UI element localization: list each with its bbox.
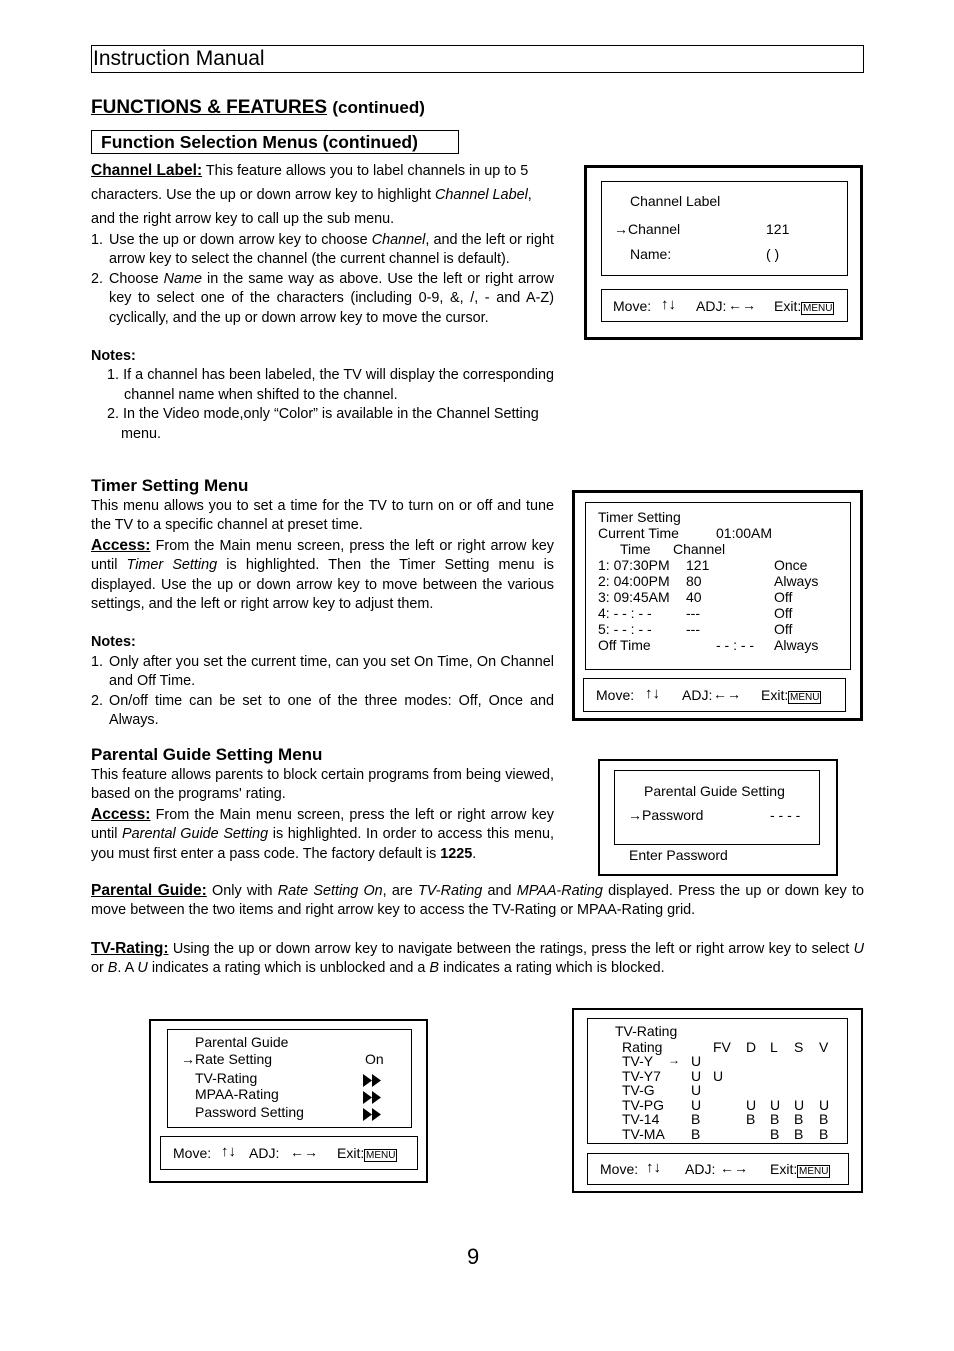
up-down-arrow-icon: ↑↓ (645, 685, 660, 702)
move-label: Move: (600, 1161, 639, 1177)
tv-rating-cell: B (819, 1111, 829, 1127)
adj-label: ADJ: (682, 687, 713, 703)
osd-current-value: 01:00AM (716, 525, 773, 541)
channel-label-intro-3: and the right arrow key to call up the sub menu. (91, 211, 395, 227)
manual-header (91, 45, 864, 73)
channel-label-section (91, 159, 554, 444)
osd-row-value: - - - - (770, 807, 801, 823)
tv-rating-cell: U (691, 1096, 702, 1113)
heading-main: FUNCTIONS & FEATURES (91, 97, 328, 118)
osd-timer-channel: --- (686, 621, 700, 637)
osd-parental-guide (149, 1019, 428, 1183)
channel-note-2 (91, 405, 554, 444)
move-label: Move: (613, 298, 652, 314)
menu-key-icon (788, 688, 821, 704)
tv-rating-row-label: TV-PG (622, 1096, 665, 1113)
osd-item-value: On (365, 1051, 384, 1067)
tv-rating-cell: U (691, 1082, 702, 1098)
osd-timer-mode: Once (774, 557, 808, 573)
timer-title: Timer Setting Menu (91, 476, 249, 495)
timer-intro: This menu allows you to set a time for the TV to turn on or off and tune the TV to a specific channel at preset time. (91, 498, 554, 534)
fast-forward-icon (363, 1108, 382, 1121)
heading-continued: (continued) (332, 98, 425, 117)
osd-channel-label (584, 165, 863, 340)
osd-item-label: Rate Setting (195, 1051, 273, 1067)
timer-access (91, 536, 554, 615)
osd-row-label: Channel (628, 221, 681, 237)
tv-rating-paragraph (91, 939, 864, 979)
list-number: 2. (91, 692, 104, 709)
tv-rating-row-label: TV-14 (622, 1111, 660, 1127)
menu-tag: MENU (799, 1165, 829, 1177)
osd-row-label: Password (642, 807, 704, 823)
tv-rating-cell: B (691, 1125, 701, 1142)
osd-channel-label-panel (601, 181, 848, 276)
tv-rating-cell: U (746, 1096, 757, 1113)
timer-note-2 (91, 692, 554, 731)
parental-title-wrap (91, 745, 322, 765)
osd-col-time: Time (620, 541, 651, 557)
tv-rating-cell: B (691, 1111, 701, 1127)
osd-tv-rating (572, 1008, 863, 1193)
tv-rating-cell: U (770, 1096, 781, 1113)
tv-rating-header: Rating (622, 1039, 663, 1055)
tv-rating-cell: B (819, 1125, 829, 1142)
move-label: Move: (173, 1145, 212, 1161)
osd-title: Parental Guide (195, 1034, 289, 1050)
text-span: Use the up or down arrow key to choose (109, 232, 372, 248)
text-italic: Channel (371, 232, 426, 248)
osd-timer-channel: --- (686, 605, 700, 621)
cursor-arrow-icon: → (614, 221, 628, 237)
tv-rating-row-label: TV-MA (622, 1125, 665, 1142)
up-down-arrow-icon: ↑↓ (221, 1143, 236, 1160)
notes-title: Notes: (91, 634, 136, 651)
osd-footer: Enter Password (629, 847, 728, 863)
osd-timer-mode: Off (774, 621, 793, 637)
osd-nav-bar (587, 1153, 849, 1185)
text-italic: B (107, 960, 118, 977)
parental-access (91, 805, 554, 864)
osd-tv-rating-panel (587, 1018, 848, 1144)
osd-off-label: Off Time (598, 637, 651, 653)
channel-label-term: Channel Label (91, 162, 197, 179)
text-span: , (527, 187, 532, 203)
guide-term: Parental Guide: (91, 882, 207, 899)
osd-title: Channel Label (630, 193, 721, 209)
osd-col-channel: Channel (673, 541, 726, 557)
tv-rating-row-label: TV-Y (622, 1053, 654, 1069)
cursor-arrow-icon: → (628, 807, 642, 823)
text-span: is highlighted. In order to access this menu, you must first enter a pass code. The factory default is (91, 826, 554, 862)
osd-off-mode: Always (774, 637, 819, 653)
page-number: 9 (467, 1244, 480, 1269)
tv-rating-cell: B (794, 1111, 804, 1127)
osd-timer-mode: Off (774, 605, 793, 621)
channel-label-step-2 (91, 270, 554, 328)
text-italic: TV-Rating (417, 883, 483, 899)
osd-timer-time: 3: 09:45AM (598, 589, 670, 605)
osd-timer-mode: Always (774, 573, 819, 589)
text-span: is highlighted. Then the Timer Setting menu is displayed. Use the up or down arrow key to move between the various settings, and the left or right arrow key to adjust them. (91, 557, 554, 613)
fast-forward-icon (363, 1091, 382, 1104)
text-span: , are (382, 883, 418, 899)
osd-current-label: Current Time (598, 525, 679, 541)
menu-tag: MENU (790, 691, 820, 703)
note-text: On/off time can be set to one of the three modes: Off, Once and Always. (109, 692, 554, 729)
tv-rating-header: V (819, 1039, 829, 1055)
menu-key-icon (364, 1146, 397, 1162)
osd-off-value: - - : - - (716, 637, 755, 653)
osd-password (598, 759, 838, 876)
text-italic: Timer Setting (126, 557, 218, 574)
left-right-arrow-icon: ←→ (720, 1160, 748, 1176)
text-span: . (472, 845, 477, 862)
text-span: displayed. Press the up or down key to move between the two items and right arrow key to access the TV-Rating or MPAA-Rating grid. (91, 883, 864, 919)
osd-nav-bar (160, 1136, 418, 1170)
tv-rating-cell: U (691, 1053, 702, 1069)
section-heading (91, 97, 425, 119)
text-span: . A (117, 960, 138, 977)
adj-label: ADJ: (685, 1161, 716, 1177)
note-text: 2. In the Video mode,only “Color” is available in the Channel Setting menu. (107, 406, 539, 442)
osd-parental-panel (167, 1029, 412, 1128)
tv-rating-header: FV (713, 1039, 731, 1055)
access-term: Access: (91, 805, 151, 823)
text-span: or (91, 960, 108, 977)
osd-timer-channel: 40 (686, 589, 702, 605)
text-italic: B (429, 960, 440, 977)
text-span: Using the up or down arrow key to navigate between the ratings, press the left or right arrow key to select (168, 941, 854, 957)
list-number: 1. (91, 232, 104, 248)
osd-timer-time: 1: 07:30PM (598, 557, 670, 573)
exit-label: Exit: (337, 1145, 365, 1161)
menu-key-icon (797, 1162, 830, 1178)
menu-tag: MENU (803, 302, 833, 314)
fast-forward-icon (363, 1074, 382, 1087)
osd-nav-bar (583, 678, 846, 712)
text-span: , and the left or right arrow key to select the channel (the current channel is default). (109, 232, 554, 268)
move-label: Move: (596, 687, 635, 703)
manual-title: Instruction Manual (93, 47, 265, 70)
text-italic: Rate Setting On (277, 883, 383, 899)
tv-rating-row-label: TV-Y7 (622, 1067, 661, 1084)
channel-label-intro-1: Channel Label: This feature allows you to label channels in up to 5 (91, 162, 529, 179)
osd-timer-channel: 121 (686, 557, 710, 573)
osd-row-value: ( ) (766, 246, 780, 262)
parental-section (91, 766, 554, 864)
text-span: and (482, 883, 517, 899)
note-text: Only after you set the current time, can you set On Time, On Channel and Off Time. (109, 653, 554, 690)
menu-key-icon (801, 299, 834, 315)
osd-nav-bar (601, 289, 848, 322)
tv-rating-cell: B (770, 1111, 780, 1127)
osd-title: Parental Guide Setting (644, 783, 785, 799)
menu-tag: MENU (366, 1149, 396, 1161)
channel-note-1 (91, 366, 554, 405)
osd-row-label: Name: (630, 246, 672, 262)
text-italic: Name (163, 270, 202, 287)
osd-password-panel (614, 770, 820, 845)
tv-rating-row-label: TV-G (622, 1082, 655, 1098)
note-text: 1. If a channel has been labeled, the TV will display the corresponding channel name when shifted to the channel. (107, 367, 554, 403)
osd-timer-setting (572, 490, 863, 721)
list-number: 1. (91, 653, 104, 670)
text-italic: U (853, 941, 864, 957)
notes-title: Notes: (91, 348, 136, 365)
cursor-arrow-icon: → (668, 1053, 680, 1067)
up-down-arrow-icon: ↑↓ (646, 1159, 661, 1176)
text-span: From the Main menu screen, press the left or right arrow key until (91, 806, 554, 843)
channel-label-intro-2 (91, 183, 554, 207)
timer-section (91, 497, 554, 730)
osd-timer-channel: 80 (686, 573, 702, 589)
channel-label-intro-text: This feature allows you to label channels in up to 5 (205, 163, 529, 179)
tv-rating-cell: U (691, 1067, 702, 1084)
osd-timer-time: 2: 04:00PM (598, 573, 670, 589)
osd-timer-mode: Off (774, 589, 793, 605)
tv-rating-cell: B (770, 1125, 780, 1142)
default-code: 1225 (440, 845, 473, 862)
tv-rating-header: D (746, 1039, 757, 1055)
up-down-arrow-icon: ↑↓ (661, 296, 676, 313)
text-span: characters. Use the up or down arrow key to highlight (91, 187, 435, 203)
text-span: Only with (206, 883, 278, 899)
osd-timer-time: 5: - - : - - (598, 621, 652, 637)
tv-rating-header: L (770, 1039, 778, 1055)
left-right-arrow-icon: ←→ (728, 297, 756, 313)
access-term: Access: (91, 536, 151, 554)
osd-row-value: 121 (766, 221, 790, 237)
osd-timer-time: 4: - - : - - (598, 605, 652, 621)
text-span: indicates a rating which is unblocked and a (147, 960, 430, 977)
exit-label: Exit: (774, 298, 802, 314)
osd-title: TV-Rating (615, 1023, 678, 1039)
text-span: indicates a rating which is blocked. (439, 960, 665, 977)
timer-note-1 (91, 653, 554, 692)
channel-label-step-1 (91, 231, 554, 270)
osd-item-label: Password Setting (195, 1104, 304, 1120)
list-number: 2. (91, 270, 104, 287)
text-span: From the Main menu screen, press the left or right arrow key until (91, 537, 554, 574)
osd-item-label: TV-Rating (195, 1070, 258, 1086)
text-italic: U (137, 960, 148, 977)
tv-rating-term: TV-Rating: (91, 940, 169, 957)
tv-rating-cell: B (746, 1111, 756, 1127)
tv-rating-cell: U (713, 1067, 724, 1084)
tv-rating-header: S (794, 1039, 804, 1055)
adj-label: ADJ: (696, 298, 727, 314)
left-right-arrow-icon: ←→ (713, 686, 741, 702)
text-span: Choose (109, 270, 164, 287)
exit-label: Exit: (770, 1161, 798, 1177)
adj-label: ADJ: (249, 1145, 280, 1161)
tv-rating-cell: U (819, 1096, 830, 1113)
text-italic: MPAA-Rating (516, 883, 603, 899)
osd-item-label: MPAA-Rating (195, 1086, 279, 1102)
osd-title: Timer Setting (598, 509, 681, 525)
text-span: in the same way as above. Use the left or right arrow key to select one of the characters (including 0-9, &, /, - and A-Z) cyclically, and the up or down arrow key to move the cursor. (109, 270, 554, 326)
parental-intro: This feature allows parents to block certain programs from being viewed, based on the programs' rating. (91, 767, 554, 803)
osd-timer-panel (585, 502, 851, 670)
left-right-arrow-icon: ←→ (290, 1144, 318, 1160)
text-italic: Channel Label (434, 187, 528, 203)
text-italic: Parental Guide Setting (122, 826, 269, 843)
subsection-heading: Function Selection Menus (continued) (101, 132, 418, 152)
cursor-arrow-icon: → (181, 1051, 195, 1067)
subsection-heading-box (91, 130, 459, 154)
exit-label: Exit: (761, 687, 789, 703)
tv-rating-cell: U (794, 1096, 805, 1113)
parental-title: Parental Guide Setting Menu (91, 745, 323, 764)
tv-rating-cell: B (794, 1125, 804, 1142)
timer-title-wrap (91, 476, 248, 496)
parental-guide-paragraph (91, 881, 864, 921)
